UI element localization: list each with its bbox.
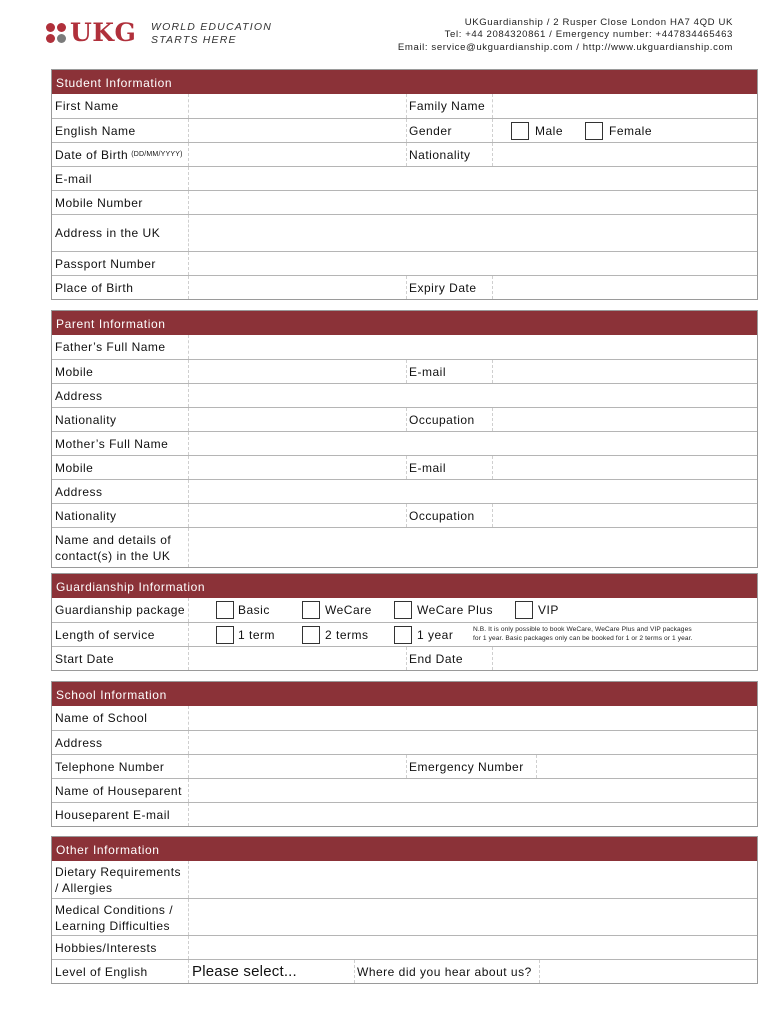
dob-label: Date of Birth bbox=[55, 147, 129, 162]
length-1-term-checkbox[interactable] bbox=[216, 626, 234, 644]
form-row bbox=[52, 455, 757, 479]
student-mobile-field[interactable] bbox=[189, 191, 757, 214]
contact-email-web: Email: service@ukguardianship.com / http://www.ukguardianship.com bbox=[397, 41, 733, 53]
form-row bbox=[52, 407, 757, 431]
mother-name-field[interactable] bbox=[189, 432, 757, 455]
uk-contacts-label-line-1: Name and details of bbox=[55, 533, 172, 547]
form-row bbox=[52, 598, 757, 622]
student-information-section bbox=[51, 69, 758, 300]
contact-phone: Tel: +44 2084320861 / Emergency number: +447834465463 bbox=[444, 29, 733, 41]
other-information-section bbox=[51, 836, 758, 984]
form-row bbox=[52, 754, 757, 778]
tagline-line-2: STARTS HERE bbox=[151, 34, 237, 46]
form-row bbox=[52, 898, 757, 935]
form-row bbox=[52, 527, 757, 567]
form-row bbox=[52, 142, 757, 166]
field-label: Telephone Number bbox=[55, 759, 165, 774]
hear-about-us-field[interactable] bbox=[540, 960, 757, 983]
section-title: Student Information bbox=[52, 70, 757, 94]
hobbies-field[interactable] bbox=[189, 936, 757, 959]
guardianship-information-section bbox=[51, 573, 758, 671]
form-row bbox=[52, 730, 757, 754]
dob-format-hint: (DD/MM/YYYY) bbox=[131, 150, 183, 158]
package-wecare-checkbox[interactable] bbox=[302, 601, 320, 619]
field-label: Address bbox=[55, 484, 103, 499]
field-label: Name of Houseparent bbox=[55, 783, 182, 798]
field-label: Address bbox=[55, 388, 103, 403]
medical-conditions-field[interactable] bbox=[189, 899, 757, 935]
houseparent-email-field[interactable] bbox=[189, 803, 757, 826]
first-name-field[interactable] bbox=[189, 94, 406, 118]
section-title: School Information bbox=[52, 682, 757, 706]
section-title: Other Information bbox=[52, 837, 757, 861]
english-name-field[interactable] bbox=[189, 119, 406, 142]
form-row bbox=[52, 778, 757, 802]
field-label: Address bbox=[55, 735, 103, 750]
form-row bbox=[52, 335, 757, 359]
student-address-field[interactable] bbox=[189, 215, 757, 251]
section-title: Guardianship Information bbox=[52, 574, 757, 598]
school-name-field[interactable] bbox=[189, 706, 757, 730]
mother-email-field[interactable] bbox=[493, 456, 757, 479]
form-row bbox=[52, 190, 757, 214]
field-label: Mobile Number bbox=[55, 195, 143, 210]
field-label: Mother’s Full Name bbox=[55, 436, 169, 451]
field-label: Father’s Full Name bbox=[55, 340, 166, 354]
passport-number-field[interactable] bbox=[189, 252, 757, 275]
field-label: Mobile bbox=[55, 460, 94, 475]
field-label: Houseparent E-mail bbox=[55, 807, 171, 822]
checkbox-label: Female bbox=[609, 123, 653, 138]
length-2-terms-checkbox[interactable] bbox=[302, 626, 320, 644]
father-occupation-field[interactable] bbox=[493, 408, 757, 431]
end-date-field[interactable] bbox=[493, 647, 757, 670]
medical-label-line-2: Learning Difficulties bbox=[55, 919, 171, 933]
mother-mobile-field[interactable] bbox=[189, 456, 406, 479]
form-row bbox=[52, 431, 757, 455]
school-emergency-field[interactable] bbox=[537, 755, 757, 778]
checkbox-label: Male bbox=[535, 123, 564, 138]
dietary-label-line-1: Dietary Requirements bbox=[55, 865, 182, 879]
form-row bbox=[52, 646, 757, 670]
field-label: Nationality bbox=[55, 508, 117, 523]
form-row bbox=[52, 959, 757, 983]
length-1-year-checkbox[interactable] bbox=[394, 626, 412, 644]
field-label: Emergency Number bbox=[409, 759, 524, 774]
contact-details bbox=[398, 17, 733, 54]
uk-contacts-field[interactable] bbox=[189, 528, 757, 567]
houseparent-name-field[interactable] bbox=[189, 779, 757, 802]
logo-text: UKG bbox=[70, 18, 137, 47]
field-label: Address in the UK bbox=[55, 226, 161, 240]
checkbox-label: 1 year bbox=[417, 627, 454, 642]
form-row bbox=[52, 622, 757, 646]
field-label: E-mail bbox=[409, 460, 447, 475]
package-wecare-plus-checkbox[interactable] bbox=[394, 601, 412, 619]
field-label: Occupation bbox=[409, 412, 475, 427]
note-line-1: N.B. It is only possible to book WeCare, WeCare Plus and VIP packages bbox=[473, 626, 692, 633]
student-email-field[interactable] bbox=[189, 167, 757, 190]
field-label: E-mail bbox=[409, 364, 447, 379]
mother-address-field[interactable] bbox=[189, 480, 757, 503]
field-label: Gender bbox=[409, 123, 453, 138]
dietary-requirements-field[interactable] bbox=[189, 861, 757, 898]
gender-female-checkbox[interactable] bbox=[585, 122, 603, 140]
father-email-field[interactable] bbox=[493, 360, 757, 383]
mother-nationality-field[interactable] bbox=[189, 504, 406, 527]
field-label bbox=[52, 528, 187, 567]
father-address-field[interactable] bbox=[189, 384, 757, 407]
form-row bbox=[52, 802, 757, 826]
field-label: Hobbies/Interests bbox=[55, 940, 157, 955]
form-row bbox=[52, 251, 757, 275]
field-label: Level of English bbox=[55, 964, 148, 979]
form-row bbox=[52, 214, 757, 251]
section-title: Parent Information bbox=[52, 311, 757, 335]
field-label: Mobile bbox=[55, 364, 94, 379]
field-label: Place of Birth bbox=[55, 280, 134, 295]
field-label: Family Name bbox=[409, 99, 486, 113]
field-label: English Name bbox=[55, 123, 136, 138]
field-label: Guardianship package bbox=[55, 603, 186, 617]
dietary-label-line-2: / Allergies bbox=[55, 881, 113, 895]
field-label: Nationality bbox=[55, 412, 117, 427]
checkbox-label: WeCare bbox=[325, 603, 372, 617]
field-label: End Date bbox=[409, 651, 464, 666]
field-label: Occupation bbox=[409, 508, 475, 523]
uk-contacts-label-line-2: contact(s) in the UK bbox=[55, 549, 171, 563]
tagline-line-1: WORLD EDUCATION bbox=[151, 21, 273, 33]
field-label: Length of service bbox=[55, 627, 155, 642]
english-level-select[interactable]: Please select... bbox=[192, 962, 297, 980]
note-line-2: for 1 year. Basic packages only can be booked for 1 or 2 terms or 1 year. bbox=[473, 635, 693, 642]
mother-occupation-field[interactable] bbox=[493, 504, 757, 527]
field-label: First Name bbox=[55, 99, 119, 113]
gender-male-checkbox[interactable] bbox=[511, 122, 529, 140]
father-name-field[interactable] bbox=[189, 335, 757, 359]
checkbox-label: 2 terms bbox=[325, 627, 369, 642]
form-row bbox=[52, 706, 757, 730]
form-row bbox=[52, 861, 757, 898]
tagline bbox=[151, 21, 272, 47]
form-row bbox=[52, 166, 757, 190]
school-telephone-field[interactable] bbox=[189, 755, 406, 778]
field-label bbox=[52, 143, 187, 166]
field-label: Start Date bbox=[55, 651, 115, 666]
school-information-section bbox=[51, 681, 758, 827]
field-label: Passport Number bbox=[55, 256, 156, 271]
start-date-field[interactable] bbox=[189, 647, 406, 670]
package-vip-checkbox[interactable] bbox=[515, 601, 533, 619]
logo-dots-icon bbox=[46, 23, 66, 43]
form-row bbox=[52, 935, 757, 959]
form-row bbox=[52, 359, 757, 383]
place-of-birth-field[interactable] bbox=[189, 276, 406, 299]
contact-address: UKGuardianship / 2 Rusper Close London HA7 4QD UK bbox=[464, 17, 733, 28]
form-row bbox=[52, 275, 757, 299]
expiry-date-field[interactable] bbox=[493, 276, 757, 299]
checkbox-label: WeCare Plus bbox=[417, 603, 493, 617]
field-label: Expiry Date bbox=[409, 280, 477, 295]
parent-information-section bbox=[51, 310, 758, 568]
checkbox-label: Basic bbox=[238, 603, 270, 617]
school-address-field[interactable] bbox=[189, 731, 757, 754]
page-header bbox=[0, 0, 770, 62]
field-label: Name of School bbox=[55, 711, 148, 725]
father-nationality-field[interactable] bbox=[189, 408, 406, 431]
father-mobile-field[interactable] bbox=[189, 360, 406, 383]
family-name-field[interactable] bbox=[493, 94, 757, 118]
field-label: E-mail bbox=[55, 171, 93, 186]
field-label bbox=[52, 899, 187, 935]
date-of-birth-field[interactable] bbox=[189, 143, 406, 166]
package-note bbox=[473, 625, 743, 643]
medical-label-line-1: Medical Conditions / bbox=[55, 903, 174, 917]
field-label: Where did you hear about us? bbox=[357, 964, 532, 979]
ukg-logo bbox=[46, 20, 136, 46]
field-label: Nationality bbox=[409, 147, 471, 162]
package-basic-checkbox[interactable] bbox=[216, 601, 234, 619]
field-label bbox=[52, 861, 187, 898]
nationality-field[interactable] bbox=[493, 143, 757, 166]
form-row bbox=[52, 94, 757, 118]
form-row bbox=[52, 383, 757, 407]
form-row bbox=[52, 118, 757, 142]
form-row bbox=[52, 479, 757, 503]
form-row bbox=[52, 503, 757, 527]
checkbox-label: VIP bbox=[538, 603, 559, 617]
checkbox-label: 1 term bbox=[238, 627, 276, 642]
